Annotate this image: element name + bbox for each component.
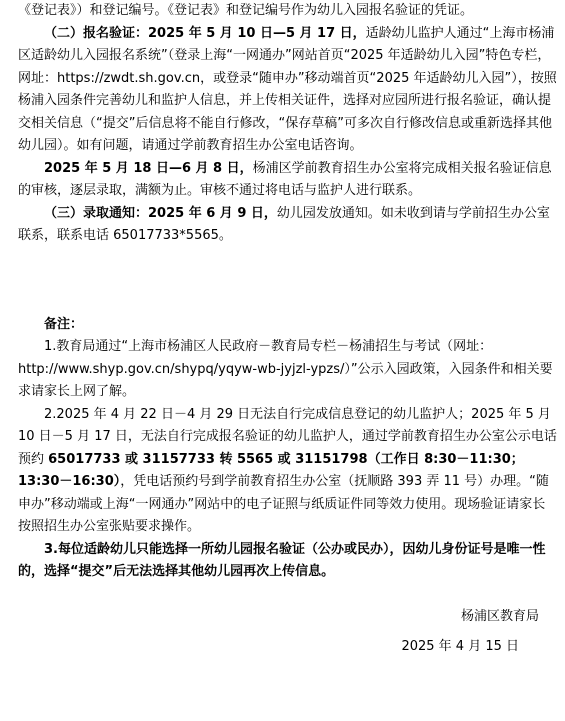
note-2-phone-numbers: 65017733 或 31157733 转 5565 或 31151798（工作日 8:30－11:30；13:30－16:30） [18, 451, 524, 489]
note-2-intro: 2.2025 年 4 月 22 日－4 月 29 日无法自行完成信息登记的幼儿监护人；2025 年 5 月 10 日－5 月 17 日，无法自行完成报名验证的幼儿监护人，通过学前教育招生办公室公示电话预约 [18, 406, 557, 467]
admission-heading: （三）录取通知：2025 年 6 月 9 日， [44, 205, 277, 221]
notes-title: 备注： [44, 316, 84, 332]
verification-body: 适龄幼儿监护人通过“上海市杨浦区适龄幼儿入园报名系统”（登录上海“一网通办”网站首页“2025 年适龄幼儿入园”特色专栏，网址：https://zwdt.sh.gov.cn，或登录“随申办”移动端首页“2025 年适龄幼儿入园”），按照杨浦入园条件完善幼儿和监护人信息，并上传相关证件，选择对应园所进行报名验证，确认提交相关信息（“提交”后信息将不能自行修改，“保存草稿”可多次自行修改信息或重新选择其他幼儿园）。如有问题，请通过学前教育招生办公室电话咨询。 [18, 25, 557, 153]
paragraph-admission-notice [18, 203, 557, 248]
note-2-details: ，凭电话预约号到学前教育招生办公室（抚顺路 393 弄 11 号）办理。“随申办”移动端或上海“一网通办”网站中的电子证照与纸质证件同等效力使用。现场验证请家长按照招生办公室张贴要求操作。 [18, 474, 549, 534]
verification-heading: （二）报名验证：2025 年 5 月 10 日—5 月 17 日， [44, 25, 366, 41]
paragraph-registration-verification [18, 23, 557, 158]
note-1-policy-website: 1.教育局通过“上海市杨浦区人民政府－教育局专栏－杨浦招生与考试（网址：http://www.shyp.gov.cn/shypq/yqyw-wb-jyjzl-ypzs/）”公示入园政策，入园条件和相关要求请家长上网了解。 [18, 339, 553, 399]
review-body: 杨浦区学前教育招生办公室将完成相关报名验证信息的审核，逐层录取，满额为止。审核不通过将电话与监护人进行联系。 [18, 160, 552, 198]
signature-date: 2025 年 4 月 15 日 [401, 639, 519, 654]
admission-body: 幼儿园发放通知。如未收到请与学前招生办公室联系，联系电话 65017733*5565。 [18, 205, 550, 243]
paragraph-registration-credential: 《登记表》）和登记编号。《登记表》和登记编号作为幼儿入园报名验证的凭证。 [18, 3, 474, 18]
note-3-single-choice: 3.每位适龄幼儿只能选择一所幼儿园报名验证（公办或民办），因幼儿身份证号是唯一性的，选择“提交”后无法选择其他幼儿园再次上传信息。 [18, 541, 546, 579]
spacer [18, 248, 557, 314]
paragraph-review-period [18, 158, 557, 203]
signature-organization: 杨浦区教育局 [460, 608, 539, 624]
review-dates: 2025 年 5 月 18 日—6 月 8 日， [44, 160, 253, 176]
note-2-phone-appointment [18, 404, 557, 539]
